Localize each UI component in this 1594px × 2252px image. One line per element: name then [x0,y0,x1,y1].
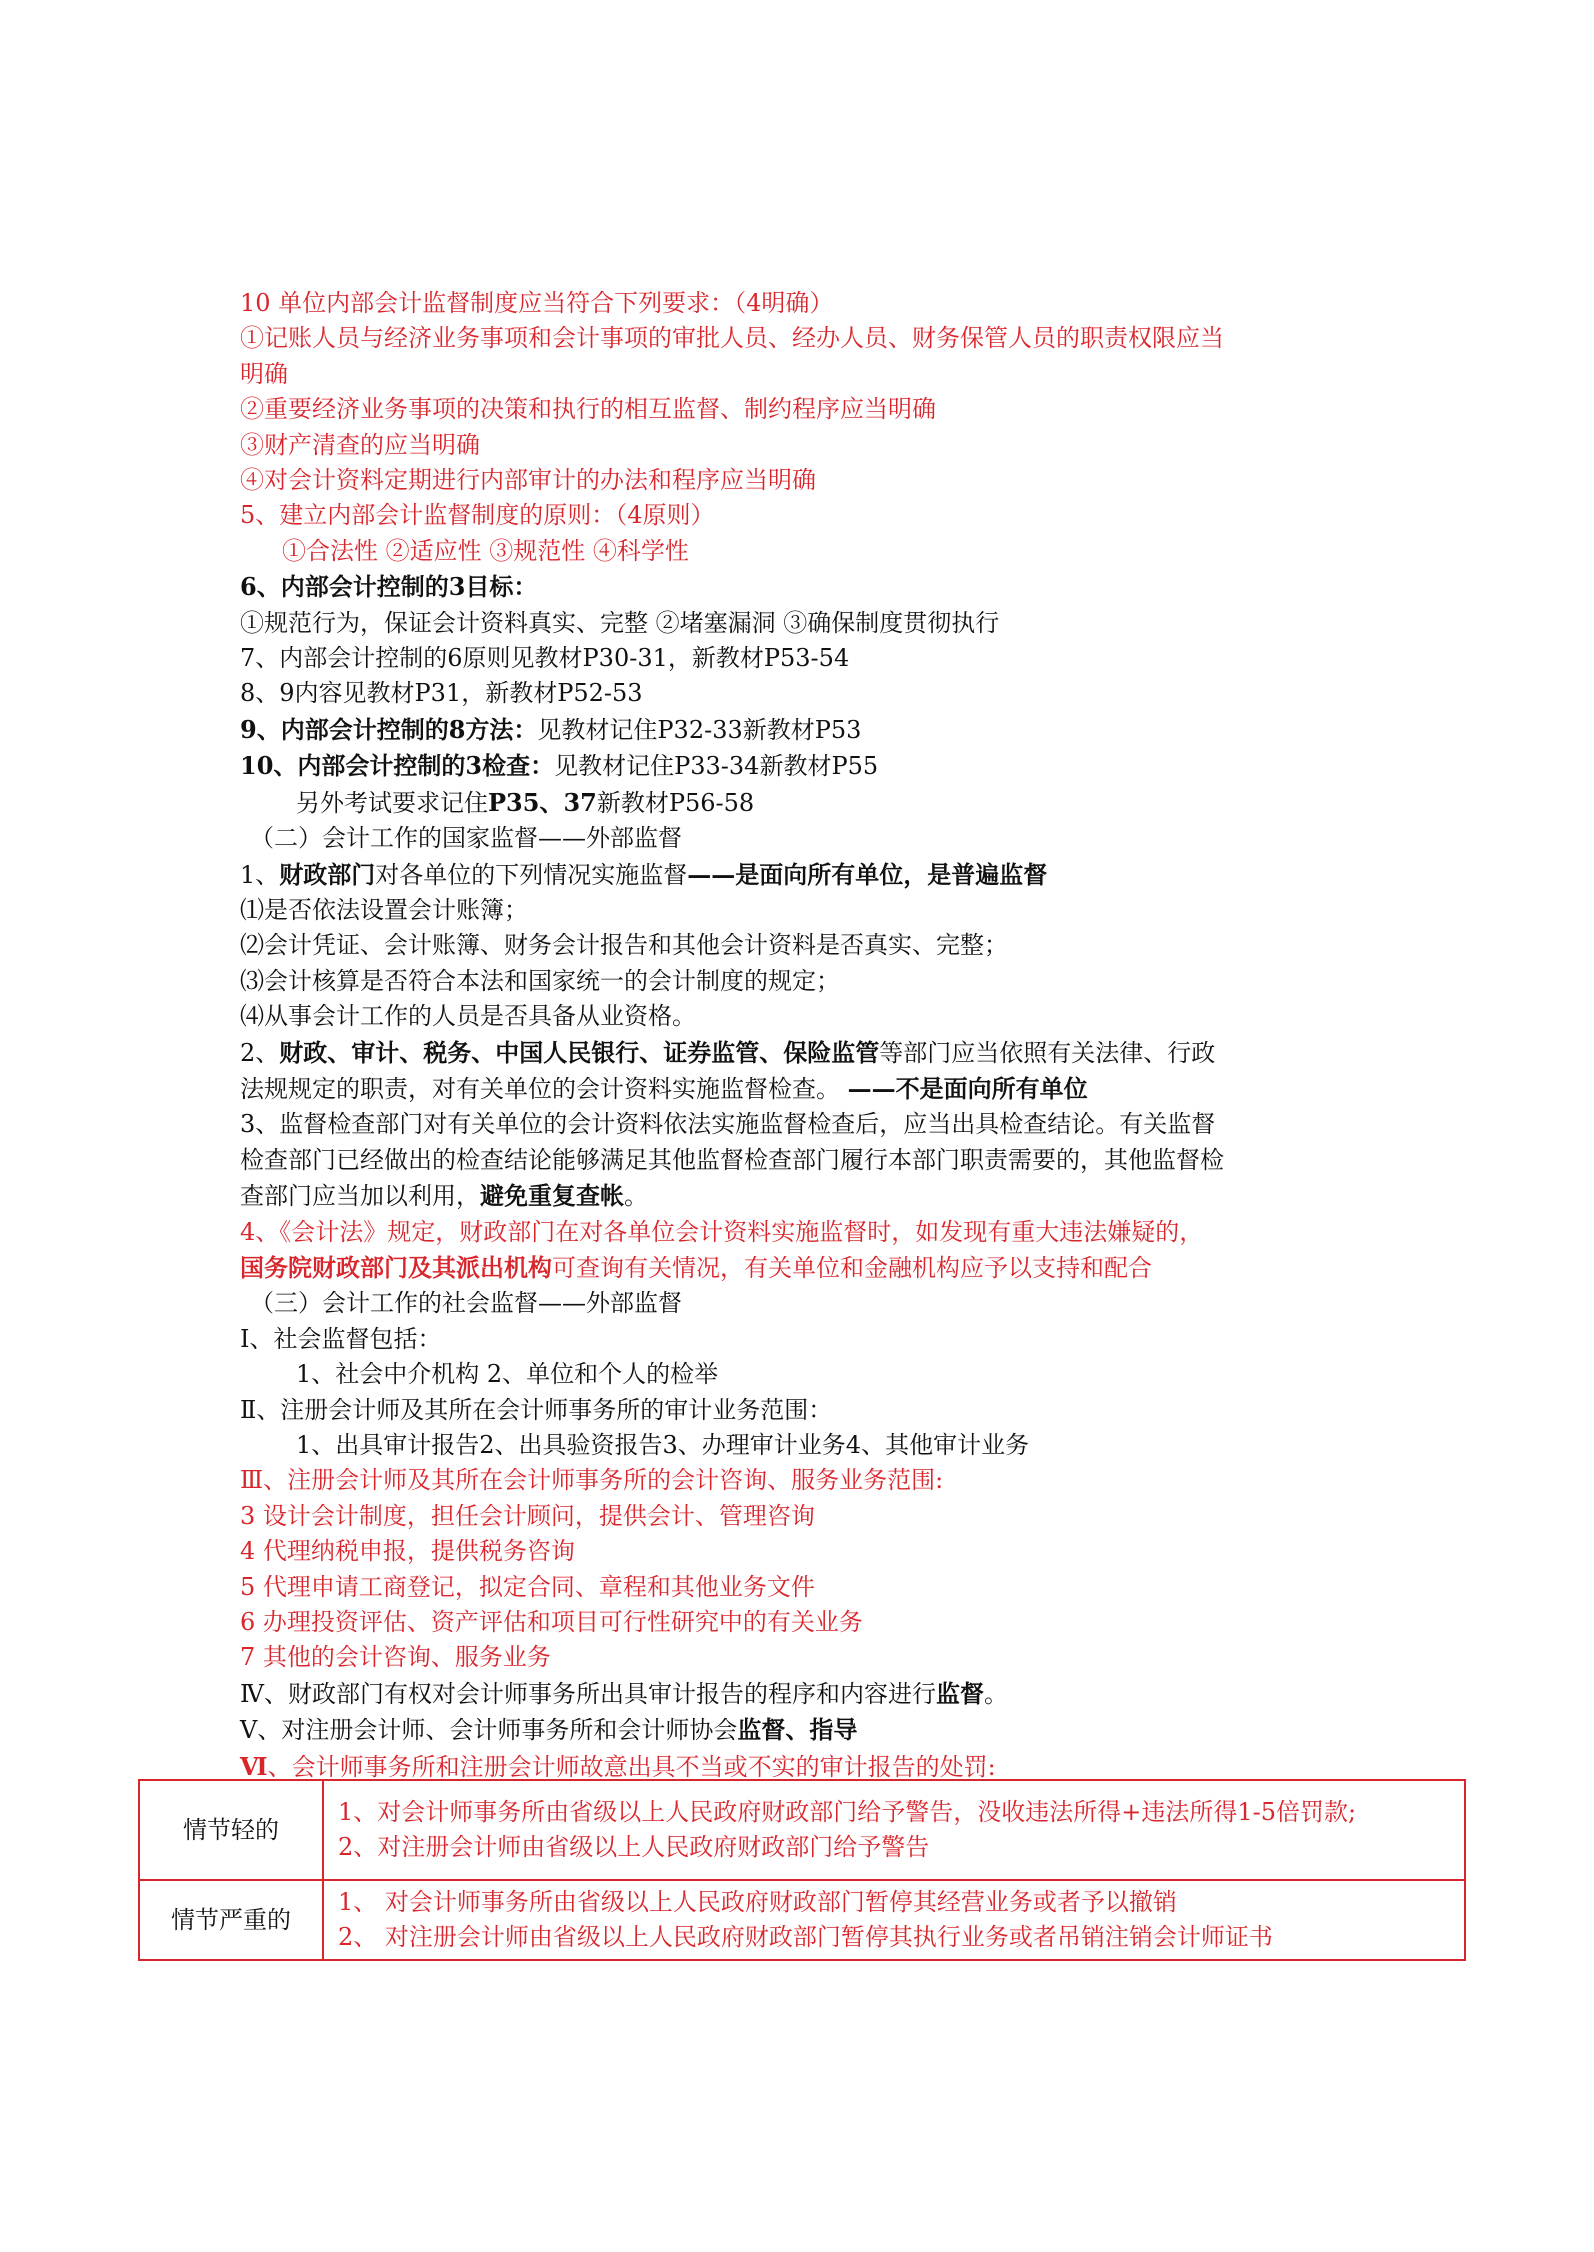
text-run: 。 [983,1679,1008,1708]
text-line: ⑷从事会计工作的人员是否具备从业资格。 [240,1002,696,1031]
text-run: 对各单位的下列情况实施监督 [375,860,688,889]
text-run: 新教材P56-58 [596,788,755,817]
text-line [240,857,1440,893]
text-line: 4、《会计法》规定，财政部门在对各单位会计资料实施监督时，如发现有重大违法嫌疑的， [240,1217,1204,1246]
text-line: Ⅰ、社会监督包括： [240,1324,442,1353]
text-run: 避免重复查帐 [480,1181,624,1211]
text-run: 。 [624,1182,648,1211]
text-run: 国务院财政部门及其派出机构 [240,1252,552,1282]
penalty-item: 1、对会计师事务所由省级以上人民政府财政部门给予警告，没收违法所得+违法所得1-5倍罚款; [338,1798,1357,1826]
text-line [240,712,1440,748]
text-line: （二）会计工作的国家监督——外部监督 [250,824,682,853]
text-run: 、会计师事务所和注册会计师故意出具不当或不实的审计报告的处罚: [267,1752,996,1781]
text-line [240,1035,1440,1071]
text-run: 2、 [240,1038,280,1067]
text-run: 查部门应当加以利用， [240,1182,480,1211]
text-line: Ⅱ、注册会计师及其所在会计师事务所的审计业务范围： [240,1395,833,1424]
text-run: ——不是面向所有单位 [847,1073,1088,1103]
penalty-row-light [139,1780,1465,1880]
penalty-label: 情节轻的 [139,1780,323,1880]
text-line: 检查部门已经做出的检查结论能够满足其他监督检查部门履行本部门职责需要的，其他监督检 [240,1145,1224,1174]
text-line: ④对会计资料定期进行内部审计的办法和程序应当明确 [240,466,816,495]
text-line: ③财产清查的应当明确 [240,430,480,459]
text-run: 10、内部会计控制的3检查： [240,751,555,781]
text-line: ⑵会计凭证、会计账簿、财务会计报告和其他会计资料是否真实、完整； [240,931,1008,960]
text-line: ①规范行为，保证会计资料真实、完整 ②堵塞漏洞 ③确保制度贯彻执行 [240,608,1000,637]
text-line: ①合法性 ②适应性 ③规范性 ④科学性 [282,536,689,565]
text-line [240,785,1440,821]
text-run: 6、内部会计控制的3目标： [240,572,538,602]
text-line: 6 办理投资评估、资产评估和项目可行性研究中的有关业务 [240,1608,863,1637]
text-line: 7 其他的会计咨询、服务业务 [240,1643,551,1672]
text-line: 明确 [240,359,288,388]
text-run: Ⅵ [240,1751,268,1781]
text-line: 3、监督检查部门对有关单位的会计资料依法实施监督检查后，应当出具检查结论。有关监督 [240,1110,1216,1139]
text-run: 监督 [935,1678,984,1708]
text-line: ⑶会计核算是否符合本法和国家统一的会计制度的规定； [240,966,840,995]
text-run: 9、内部会计控制的8方法： [240,714,538,744]
penalty-description [323,1880,1465,1960]
text-line: 3 设计会计制度，担任会计顾问，提供会计、管理咨询 [240,1501,815,1530]
text-line [240,1178,1440,1214]
text-run: 财政、审计、税务、中国人民银行、证券监管、保险监管 [279,1037,880,1067]
text-line: 8、9内容见教材P31，新教材P52-53 [240,679,643,708]
text-line: 1、出具审计报告2、出具验资报告3、办理审计业务4、其他审计业务 [296,1431,1030,1459]
text-run: 另外考试要求记住 [296,788,488,817]
text-line [240,1676,1440,1712]
text-line: 5、建立内部会计监督制度的原则：（4原则） [240,501,715,530]
text-line: （三）会计工作的社会监督——外部监督 [250,1289,682,1318]
text-line [240,1071,1440,1107]
text-line: ②重要经济业务事项的决策和执行的相互监督、制约程序应当明确 [240,395,936,424]
text-run: 法规规定的职责，对有关单位的会计资料实施监督检查。 [240,1074,848,1103]
text-run: Ⅴ、对注册会计师、会计师事务所和会计师协会 [240,1716,738,1745]
text-line [240,569,1440,605]
penalty-item: 2、对注册会计师由省级以上人民政府财政部门给予警告 [338,1833,930,1861]
text-run: 可查询有关情况，有关单位和金融机构应予以支持和配合 [552,1253,1152,1282]
text-run: 财政部门 [279,859,376,889]
text-line: 10 单位内部会计监督制度应当符合下列要求：（4明确） [240,289,834,317]
text-run: ——是面向所有单位，是普遍监督 [687,859,1048,889]
document-body [240,286,1440,1785]
text-line: Ⅲ、注册会计师及其所在会计师事务所的会计咨询、服务业务范围: [240,1466,944,1495]
text-line: ⑴是否依法设置会计账簿； [240,895,528,924]
text-line [240,1712,1440,1748]
text-run: 等部门应当依照有关法律、行政 [879,1038,1216,1067]
text-line: 7、内部会计控制的6原则见教材P30-31，新教材P53-54 [240,644,850,673]
penalty-item: 2、 对注册会计师由省级以上人民政府财政部门暂停其执行业务或者吊销注销会计师证书 [338,1923,1273,1951]
text-line [240,748,1440,784]
text-line: 1、社会中介机构 2、单位和个人的检举 [296,1360,719,1389]
text-run: Ⅳ、财政部门有权对会计师事务所出具审计报告的程序和内容进行 [240,1679,936,1708]
text-line: 5 代理申请工商登记，拟定合同、章程和其他业务文件 [240,1572,815,1601]
text-line [240,1250,1440,1286]
text-line: ①记账人员与经济业务事项和会计事项的审批人员、经办人员、财务保管人员的职责权限应当 [240,324,1224,353]
penalty-description [323,1780,1465,1880]
penalty-table [138,1779,1466,1961]
text-run: 见教材记住P32-33新教材P53 [537,715,862,744]
text-run: 见教材记住P33-34新教材P55 [554,752,879,781]
penalty-label: 情节严重的 [139,1880,323,1960]
penalty-row-severe [139,1880,1465,1960]
text-run: 监督、指导 [737,1715,858,1745]
penalty-item: 1、 对会计师事务所由省级以上人民政府财政部门暂停其经营业务或者予以撤销 [338,1888,1177,1916]
text-line: 4 代理纳税申报，提供税务咨询 [240,1537,575,1566]
text-run: P35、37 [488,787,597,817]
text-run: 1、 [240,860,280,889]
